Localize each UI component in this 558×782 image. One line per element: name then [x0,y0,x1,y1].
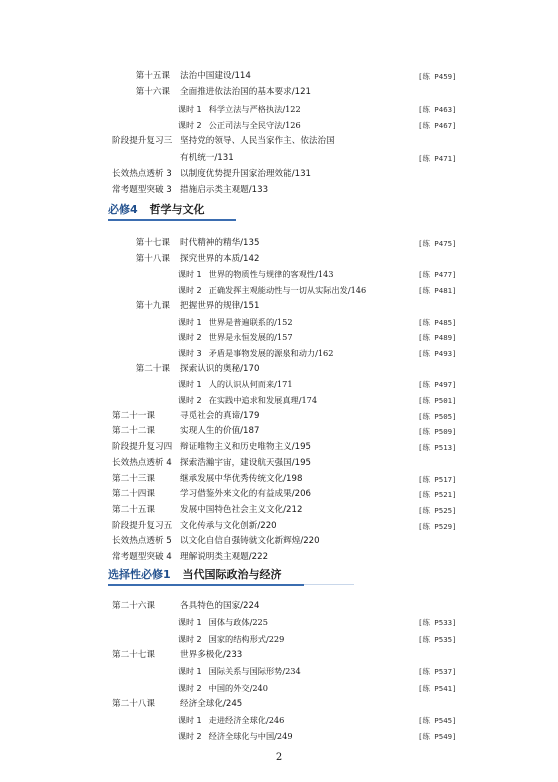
entry-title-text: 走进经济全球化/246 [208,715,285,726]
toc-entry [0,282,558,299]
entry-title [178,663,301,680]
toc-entry [0,101,558,118]
entry-label: 第二十一课 [112,410,155,421]
practice-page-ref: [练 P513] [418,443,457,453]
entry-title: 发展中国特色社会主义文化/212 [180,504,303,515]
entry-title [178,329,293,346]
toc-entry [0,150,558,167]
entry-label: 阶段提升复习四 [112,442,173,453]
entry-title: 世界多极化/233 [180,649,243,660]
toc-entry [0,345,558,362]
toc-entry [0,439,558,456]
entry-period-label: 课时 1 [178,667,202,677]
toc-entry [0,392,558,409]
entry-title: 继承发展中华优秀传统文化/198 [180,473,303,484]
practice-page-ref: [练 P501] [418,396,457,405]
page-number: 2 [275,752,283,763]
practice-page-ref: [练 P463] [418,104,457,114]
practice-page-ref: [练 P545] [418,716,457,726]
toc-entry [0,133,558,150]
entry-title [178,712,284,729]
toc-entry [0,251,558,268]
entry-label: 第二十八课 [112,698,155,709]
entry-title [178,376,293,393]
practice-page-ref: [练 P489] [418,333,457,343]
practice-page-ref: [练 P459] [418,72,457,81]
entry-title [178,345,333,362]
toc-entry [0,68,558,85]
entry-title: 辩证唯物主义和历史唯物主义/195 [180,442,312,453]
section-heading-philosophy [108,201,205,221]
entry-label: 第二十课 [135,363,170,374]
entry-period-label: 课时 1 [178,716,202,726]
toc-entry [0,598,558,615]
entry-label: 常考题型突破 3 [112,185,172,196]
entry-title: 学习借鉴外来文化的有益成果/206 [180,489,312,500]
entry-title: 把握世界的规律/151 [180,300,260,311]
entry-label: 第二十二课 [112,426,155,437]
section-number: 必修4 [108,203,138,216]
entry-label: 第十五课 [135,71,170,81]
entry-period-label: 课时 1 [178,317,202,327]
toc-entry [0,376,558,393]
entry-label: 第二十四课 [112,489,155,500]
toc-entry [0,266,558,283]
entry-title-text: 矛盾是事物发展的源泉和动力/162 [208,347,334,358]
entry-title-text: 世界是普遍联系的/152 [208,316,293,327]
entry-title: 探究世界的本质/142 [180,253,260,264]
section-underline [108,584,304,586]
toc-entry [0,329,558,346]
entry-title [178,728,293,745]
toc-entry [0,423,558,440]
toc-entry [0,408,558,425]
toc-entry [0,235,558,252]
toc-entry [0,361,558,378]
entry-period-label: 课时 2 [178,333,202,343]
entry-title: 坚持党的领导、人民当家作主、依法治国 [180,136,335,147]
practice-page-ref: [练 P525] [418,505,457,515]
toc-entry [0,455,558,472]
toc-entry [0,533,558,550]
entry-period-label: 课时 2 [178,683,202,693]
practice-page-ref: [练 P475] [418,239,457,248]
entry-title-text: 国体与政体/225 [208,617,268,628]
entry-title: 实现人生的价值/187 [180,426,260,437]
entry-title [178,101,301,118]
entry-period-label: 课时 3 [178,348,202,358]
toc-entry [0,471,558,488]
entry-title: 探索认识的奥秘/170 [180,363,260,374]
entry-title-text: 科学立法与严格执法/122 [208,103,301,114]
toc-entry [0,117,558,134]
entry-label: 第二十六课 [112,601,155,611]
practice-page-ref: [练 P467] [418,120,457,130]
toc-entry [0,614,558,631]
toc-entry [0,549,558,566]
entry-title-text: 世界的物质性与规律的客观性/143 [208,269,334,280]
entry-period-label: 课时 1 [178,270,202,280]
practice-page-ref: [练 P481] [418,286,457,296]
entry-period-label: 课时 2 [178,286,202,296]
entry-title: 经济全球化/245 [180,698,243,709]
entry-label: 长效热点透析 3 [112,168,172,179]
practice-page-ref: [练 P541] [418,683,457,693]
entry-title [178,314,293,331]
entry-title: 寻觅社会的真谛/179 [180,410,260,421]
entry-title [178,680,268,697]
practice-page-ref: [练 P529] [418,521,457,531]
entry-label: 第二十五课 [112,504,155,515]
practice-page-ref: [练 P485] [418,317,457,327]
section-underline-faint [304,584,354,585]
entry-label: 第十八课 [135,253,170,264]
entry-label: 第二十七课 [112,649,155,660]
entry-title: 时代精神的精华/135 [180,238,260,248]
toc-entry [0,712,558,729]
entry-title-text: 人的认识从何而来/171 [208,379,293,390]
toc-entry [0,314,558,331]
section-title: 当代国际政治与经济 [182,568,282,581]
entry-title-text: 在实践中追求和发展真理/174 [208,395,318,405]
entry-title: 各具特色的国家/224 [180,601,260,611]
entry-title-text: 国际关系与国际形势/234 [208,666,301,677]
section-heading-international [108,566,282,586]
entry-label: 常考题型突破 4 [112,552,172,562]
practice-page-ref: [练 P537] [418,667,457,677]
toc-entry [0,631,558,648]
entry-title: 文化传承与文化创新/220 [180,520,277,531]
practice-page-ref: [练 P509] [418,427,457,437]
entry-label: 阶段提升复习五 [112,520,173,531]
entry-title-text: 公正司法与全民守法/126 [208,119,301,130]
practice-page-ref: [练 P549] [418,732,457,742]
entry-title [178,266,333,283]
toc-entry [0,696,558,713]
entry-period-label: 课时 1 [178,618,202,628]
section-number: 选择性必修1 [108,568,171,581]
entry-title [178,631,284,648]
practice-page-ref: [练 P533] [418,618,457,628]
entry-title [178,117,301,134]
practice-page-ref: [练 P471] [418,153,457,163]
practice-page-ref: [练 P477] [418,270,457,280]
entry-title-text: 国家的结构形式/229 [208,633,285,644]
entry-label: 长效热点透析 4 [112,457,172,468]
entry-title [178,282,366,299]
practice-page-ref: [练 P497] [418,380,457,390]
practice-page-ref: [练 P493] [418,348,457,358]
toc-entry [0,680,558,697]
entry-title: 探索浩瀚宇宙，建设航天强国/195 [180,457,312,468]
entry-period-label: 课时 2 [178,396,202,405]
entry-title-text: 正确发挥主观能动性与一切从实际出发/146 [208,285,367,296]
practice-page-ref: [练 P505] [418,411,457,421]
toc-entry [0,84,558,101]
entry-label: 长效热点透析 5 [112,536,172,547]
entry-title: 法治中国建设/114 [180,71,251,81]
entry-label: 阶段提升复习三 [112,136,173,147]
entry-period-label: 课时 2 [178,732,202,742]
entry-label: 第十六课 [135,87,170,98]
entry-title: 以文化自信自强铸就文化新辉煌/220 [180,536,320,547]
entry-period-label: 课时 1 [178,104,202,114]
entry-title-text: 中国的外交/240 [208,682,268,693]
section-underline [108,219,236,221]
entry-title: 全面推进依法治国的基本要求/121 [180,87,312,98]
toc-entry [0,166,558,183]
entry-title: 以制度优势提升国家治理效能/131 [180,168,312,179]
practice-page-ref: [练 P521] [418,490,457,500]
entry-title: 理解说明类主观题/222 [180,552,269,562]
entry-title [178,392,317,409]
toc-entry [0,663,558,680]
entry-title-text: 世界是永恒发展的/157 [208,332,293,343]
section-title: 哲学与文化 [149,203,205,216]
entry-period-label: 课时 1 [178,380,202,390]
toc-entry [0,298,558,315]
toc-entry [0,728,558,745]
toc-entry [0,502,558,519]
toc-entry [0,182,558,199]
entry-label: 第二十三课 [112,473,155,484]
toc-entry [0,518,558,535]
entry-title-text: 经济全球化与中国/249 [208,731,293,742]
entry-label: 第十九课 [135,300,170,311]
practice-page-ref: [练 P517] [418,474,457,484]
entry-period-label: 课时 2 [178,120,202,130]
entry-label: 第十七课 [135,238,170,248]
entry-title [178,614,268,631]
toc-entry [0,647,558,664]
toc-entry [0,486,558,503]
entry-title: 措施启示类主观题/133 [180,185,269,196]
entry-period-label: 课时 2 [178,634,202,644]
entry-title: 有机统一/131 [180,152,234,163]
practice-page-ref: [练 P535] [418,634,457,644]
